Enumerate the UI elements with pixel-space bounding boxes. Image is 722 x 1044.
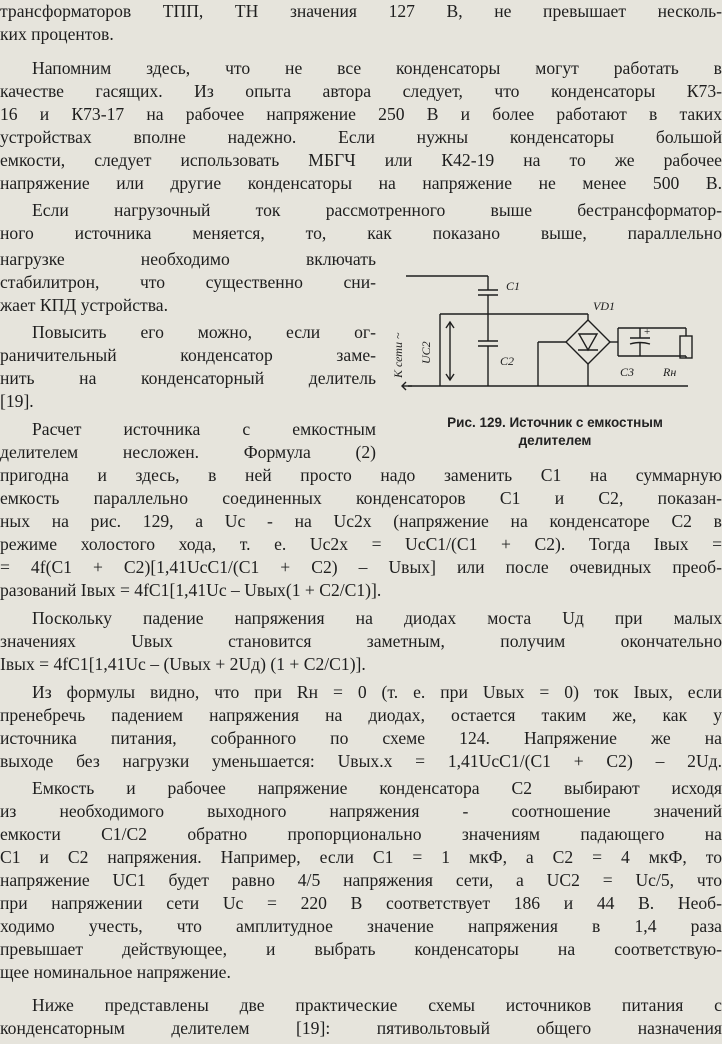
text-line: С1 и С2 напряжения. Например, если С1 = 1 мкФ, а С2 = 4 мкФ, то [0, 847, 722, 867]
text-line: Емкость и рабочее напряжение конденсатора С2 выбирают исходя [32, 778, 722, 798]
text-line: значениях Uвых становится заметным, получим окончательно [0, 631, 722, 651]
text-line: = 4f(С1 + С2)[1,41UсС1/(С1 + С2) – Uвых] или после очевидных преоб- [0, 557, 722, 577]
text-line: [19]. [0, 391, 34, 411]
text-line: трансформаторов ТПП, ТН значения 127 В, не превышает несколь- [0, 1, 722, 21]
figure-caption [392, 414, 718, 450]
label-c1: С1 [506, 279, 521, 293]
text-line: делителем несложен. Формула (2) [0, 442, 376, 462]
text-line: ходимо учесть, что амплитудное значение напряжения в 1,4 раза [0, 916, 722, 936]
text-line: 16 и К73-17 на рабочее напряжение 250 В и более работают в таких [0, 104, 722, 124]
label-network: К сети ~ [391, 332, 405, 378]
label-uc2: UС2 [419, 341, 433, 364]
text-line: из необходимого выходного напряжения - соотношение значений [0, 801, 722, 821]
text-line: источника питания, собранного по схеме 124. Напряжение же на [0, 728, 722, 748]
label-vd1: VD1 [593, 299, 615, 313]
text-line: ного источника меняется, то, как показано выше, параллельно [0, 223, 722, 243]
text-line: Поскольку падение напряжения на диодах моста Uд при малых [32, 608, 722, 628]
label-plus: + [644, 326, 651, 338]
text-line: выходе без нагрузки уменьшается: Uвых.х = 1,41UсС1/(С1 + С2) – 2Uд. [0, 751, 722, 771]
label-c3: С3 [620, 365, 635, 379]
text-line: ных на рис. 129, а Uс - на Uс2х (напряжение на конденсаторе С2 в [0, 511, 722, 531]
text-line: Повысить его можно, если ог- [32, 322, 376, 342]
caption-line: Рис. 129. Источник с емкостным [447, 415, 663, 430]
text-line: нить на конденсаторный делитель [0, 368, 376, 388]
text-line: разований Iвых = 4fС1[1,41Uс – Uвых(1 + С2/С1)]. [0, 580, 382, 600]
text-line: ких процентов. [0, 24, 114, 44]
text-line: устройствах вполне надежно. Если нужны конденсаторы большой [0, 127, 722, 147]
text-line: при напряжении сети Uс = 220 В соответствует 186 и 44 В. Необ- [0, 893, 722, 913]
caption-line: делителем [518, 433, 592, 448]
text-line: Ниже представлены две практические схемы источников питания с [32, 995, 722, 1015]
text-line: емкости, следует использовать МБГЧ или К42-19 на то же рабочее [0, 150, 722, 170]
text-line: Расчет источника с емкостным [32, 419, 376, 439]
text-line: превышает действующее, и выбрать конденсаторы на соответствую- [0, 939, 722, 959]
text-line: пренебречь падением напряжения на диодах, остается таким же, как у [0, 705, 722, 725]
label-rn: Rн [663, 365, 677, 379]
text-line: качестве гасящих. Из опыта автора следует, что конденсаторы К73- [0, 81, 722, 101]
text-line: напряжение или другие конденсаторы на напряжение не менее 500 В. [0, 173, 722, 193]
text-line: щее номинальное напряжение. [0, 962, 231, 982]
label-c2: С2 [500, 354, 515, 368]
text-line: жает КПД устройства. [0, 295, 168, 315]
text-line: режиме холостого хода, т. е. Uс2х = UсС1/(С1 + С2). Тогда Iвых = [0, 534, 722, 554]
circuit-diagram [388, 268, 718, 396]
text-line: емкости С1/С2 обратно пропорционально значениям падающего на [0, 824, 722, 844]
text-line: напряжение UС1 будет равно 4/5 напряжения сети, а UС2 = Uс/5, что [0, 870, 722, 890]
text-line: пригодна и здесь, в ней просто надо заменить С1 на суммарную [0, 465, 722, 485]
text-line: Напомним здесь, что не все конденсаторы могут работать в [32, 58, 722, 78]
text-line: емкость параллельно соединенных конденсаторов С1 и С2, показан- [0, 488, 722, 508]
text-line: стабилитрон, что существенно сни- [0, 272, 376, 292]
text-line: Iвых = 4fС1[1,41Uс – (Uвых + 2Uд) (1 + С2/С1)]. [0, 654, 366, 674]
text-line: Из формулы видно, что при Rн = 0 (т. е. при Uвых = 0) ток Iвых, если [32, 682, 722, 702]
text-line: нагрузке необходимо включать [0, 249, 376, 269]
text-line: Если нагрузочный ток рассмотренного выше бестрансформатор- [32, 200, 722, 220]
text-line: конденсаторным делителем [19]: пятивольтовый общего назначения [0, 1018, 722, 1038]
text-line: раничительный конденсатор заме- [0, 345, 376, 365]
